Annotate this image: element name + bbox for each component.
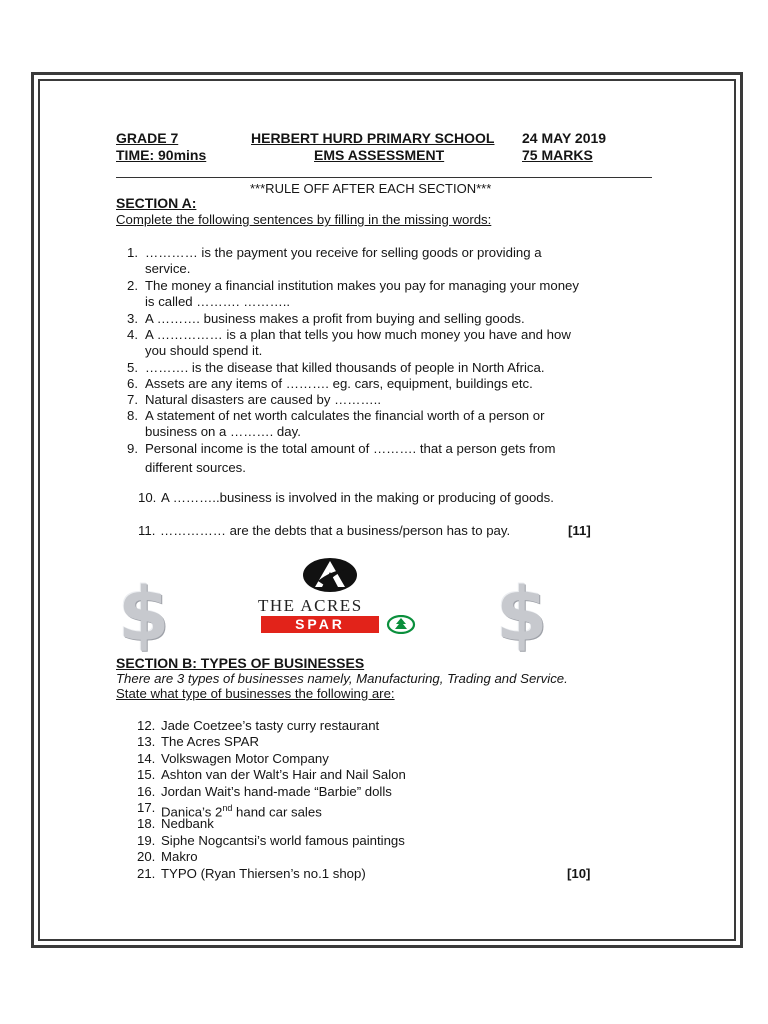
- question-number: 2.: [127, 278, 138, 293]
- dollar-sign-right-icon: $: [496, 572, 548, 658]
- section-a-title: SECTION A:: [116, 195, 197, 211]
- section-b-total: [10]: [567, 865, 591, 881]
- question-number: 11.: [138, 523, 156, 538]
- section-a-instruction: Complete the following sentences by filling in the missing words:: [116, 212, 492, 227]
- item-text: Danica’s 2nd hand car sales: [161, 803, 322, 820]
- question-text: ………… is the payment you receive for selling goods or providing a: [145, 245, 542, 260]
- question-text: you should spend it.: [145, 343, 263, 359]
- item-text: The Acres SPAR: [161, 734, 259, 750]
- item-number: 12.: [137, 718, 156, 733]
- item-text: Jordan Wait’s hand-made “Barbie” dolls: [161, 783, 392, 799]
- item-text: Siphe Nogcantsi’s world famous paintings: [161, 832, 405, 848]
- section-b-instruction: State what type of businesses the following are:: [116, 686, 395, 701]
- question-text: ………. is the disease that killed thousands of people in North Africa.: [145, 360, 545, 375]
- item-number: 15.: [137, 767, 156, 783]
- school-name: HERBERT HURD PRIMARY SCHOOL: [251, 130, 495, 146]
- item-text: Nedbank: [161, 816, 214, 832]
- question-text: A statement of net worth calculates the financial worth of a person or: [145, 408, 545, 423]
- item-number: 21.: [137, 865, 156, 881]
- question-text: A …………… is a plan that tells you how much money you have and how: [145, 327, 571, 342]
- item-number: 18.: [137, 816, 156, 832]
- question-number: 6.: [127, 376, 138, 391]
- item-text: TYPO (Ryan Thiersen’s no.1 shop): [161, 865, 366, 881]
- question-number: 8.: [127, 408, 138, 423]
- question-text: service.: [145, 261, 191, 277]
- spar-logo: SPAR: [261, 616, 379, 633]
- item-number: 19.: [137, 832, 156, 848]
- spar-tree-icon: [386, 615, 416, 634]
- total-marks: 75 MARKS: [522, 147, 593, 163]
- dollar-sign-left-icon: $: [118, 572, 170, 658]
- item-number: 13.: [137, 734, 156, 750]
- question-number: 5.: [127, 360, 138, 375]
- question-number: 9.: [127, 441, 138, 456]
- exam-date: 24 MAY 2019: [522, 130, 607, 146]
- assessment-title: EMS ASSESSMENT: [314, 147, 445, 163]
- question-number: 4.: [127, 327, 138, 342]
- question-text: Natural disasters are caused by ………..: [145, 392, 382, 407]
- grade-label: GRADE 7: [116, 130, 179, 146]
- acres-logo-icon: [302, 557, 358, 593]
- question-number: 7.: [127, 392, 138, 407]
- ordinal-suffix: nd: [222, 803, 233, 813]
- question-text: business on a ………. day.: [145, 424, 301, 440]
- item-text: Makro: [161, 849, 198, 865]
- time-label: TIME: 90mins: [116, 147, 207, 163]
- question-text: …………… are the debts that a business/person has to pay.: [160, 523, 511, 538]
- question-text: The money a financial institution makes you pay for managing your money: [145, 278, 579, 293]
- header-divider: [116, 177, 652, 178]
- item-number: 16.: [137, 783, 156, 799]
- question-number: 3.: [127, 311, 138, 326]
- question-text: Assets are any items of ………. eg. cars, equipment, buildings etc.: [145, 376, 533, 391]
- question-number: 10.: [138, 490, 157, 505]
- question-text: A ………..business is involved in the making or producing of goods.: [161, 490, 554, 505]
- question-number: 1.: [127, 245, 138, 260]
- item-text: Jade Coetzee’s tasty curry restaurant: [161, 718, 380, 733]
- section-b-title: SECTION B: TYPES OF BUSINESSES: [116, 655, 365, 671]
- question-text: A ………. business makes a profit from buying and selling goods.: [145, 311, 525, 326]
- item-number: 20.: [137, 849, 156, 865]
- section-a-total: [11]: [568, 523, 591, 538]
- item-text: Volkswagen Motor Company: [161, 750, 329, 766]
- item-number: 14.: [137, 750, 156, 766]
- acres-logo-text: THE ACRES: [258, 596, 363, 615]
- section-b-note: There are 3 types of businesses namely, Manufacturing, Trading and Service.: [116, 671, 568, 686]
- rule-off-note: ***RULE OFF AFTER EACH SECTION***: [250, 181, 492, 196]
- item-text: Ashton van der Walt’s Hair and Nail Salon: [161, 767, 406, 783]
- item-number: 17.: [137, 800, 156, 815]
- question-text: different sources.: [145, 460, 246, 475]
- question-text: Personal income is the total amount of ………. that a person gets from: [145, 441, 556, 456]
- question-text: is called ………. ………..: [145, 294, 291, 310]
